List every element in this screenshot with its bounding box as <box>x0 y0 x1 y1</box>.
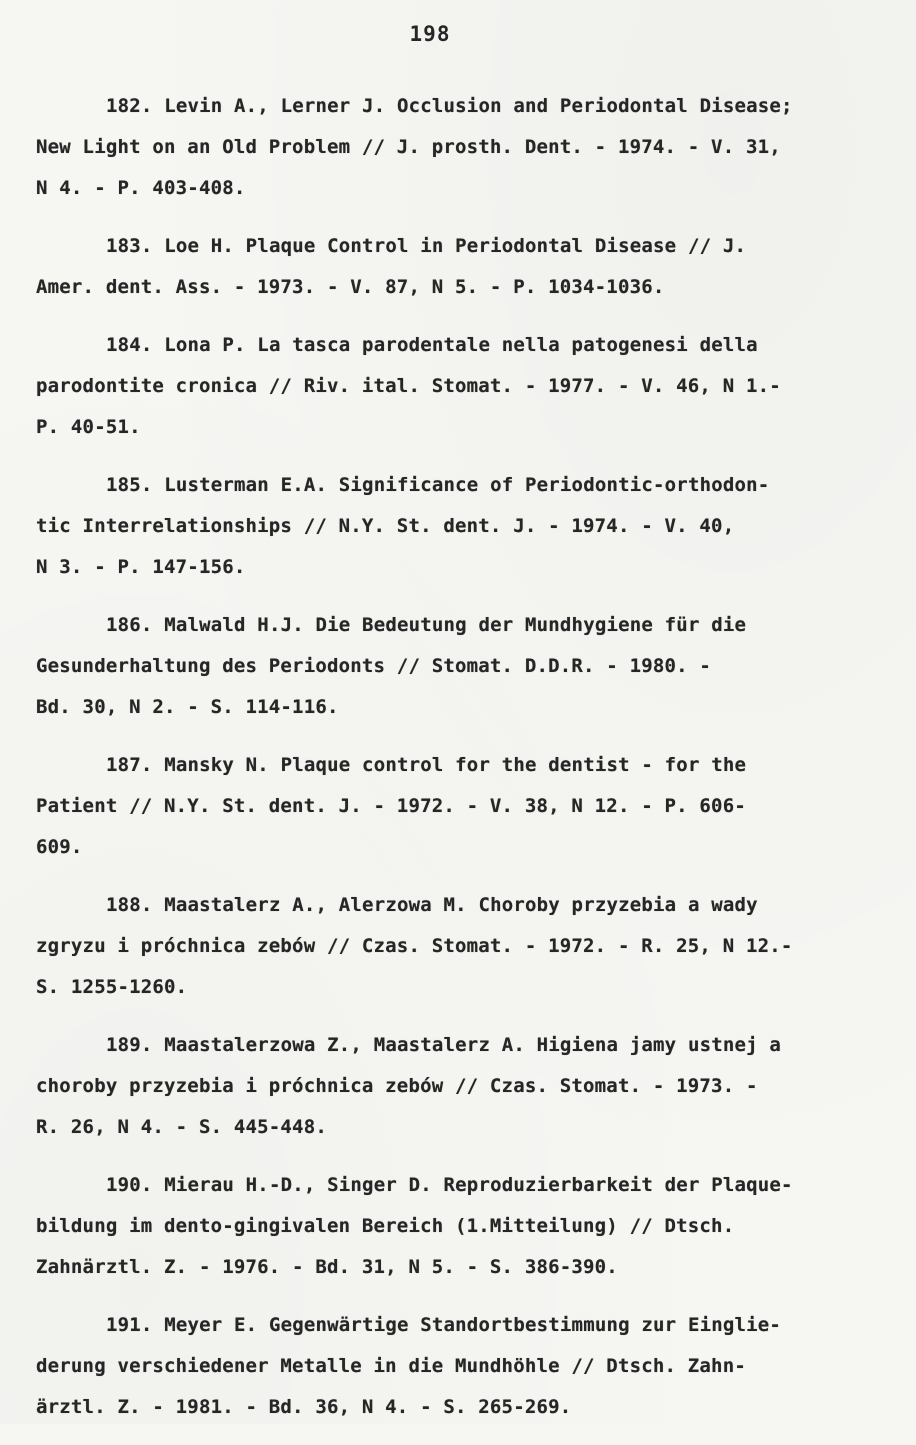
entry-line: Zahnärztl. Z. - 1976. - Bd. 31, N 5. - S. 386-390. <box>36 1256 618 1278</box>
entry-line: N 4. - P. 403-408. <box>36 177 246 199</box>
entry-line: 185. Lusterman E.A. Significance of Periodontic-orthodon- <box>106 474 770 496</box>
entry-line: Gesunderhaltung des Periodonts // Stomat. D.D.R. - 1980. - <box>36 655 712 677</box>
entry-line: 609. <box>36 836 83 858</box>
entry-line: 186. Malwald H.J. Die Bedeutung der Mundhygiene für die <box>106 614 747 636</box>
entry-line: Patient // N.Y. St. dent. J. - 1972. - V. 38, N 12. - P. 606- <box>36 795 746 817</box>
entry-line: 190. Mierau H.-D., Singer D. Reproduzierbarkeit der Plaque- <box>106 1174 793 1196</box>
bibliography-entry-186 <box>36 605 884 728</box>
page-number: 198 <box>409 22 451 46</box>
entry-line: ärztl. Z. - 1981. - Bd. 36, N 4. - S. 265-269. <box>36 1396 572 1418</box>
bibliography-entry-190 <box>36 1165 884 1288</box>
entry-line: 182. Levin A., Lerner J. Occlusion and Periodontal Disease; <box>106 95 793 117</box>
entry-line: Bd. 30, N 2. - S. 114-116. <box>36 696 339 718</box>
bibliography-entry-185 <box>36 465 884 588</box>
bibliography-entry-191 <box>36 1305 884 1428</box>
bibliography-entry-187 <box>36 745 884 868</box>
entry-line: choroby przyzebia i próchnica zebów // Czas. Stomat. - 1973. - <box>36 1075 758 1097</box>
entry-line: parodontite cronica // Riv. ital. Stomat. - 1977. - V. 46, N 1.- <box>36 375 781 397</box>
entry-line: derung verschiedener Metalle in die Mundhöhle // Dtsch. Zahn- <box>36 1355 746 1377</box>
bibliography-entry-184 <box>36 325 884 448</box>
entry-line: Amer. dent. Ass. - 1973. - V. 87, N 5. - P. 1034-1036. <box>36 276 665 298</box>
entry-line: 184. Lona P. La tasca parodentale nella patogenesi della <box>106 334 758 356</box>
entry-line: 188. Maastalerz A., Alerzowa M. Choroby przyzebia a wady <box>106 894 758 916</box>
entry-line: tic Interrelationships // N.Y. St. dent. J. - 1974. - V. 40, <box>36 515 735 537</box>
bibliography-list <box>36 86 884 1445</box>
entry-line: bildung im dento-gingivalen Bereich (1.Mitteilung) // Dtsch. <box>36 1215 735 1237</box>
entry-line: 183. Loe H. Plaque Control in Periodontal Disease // J. <box>106 235 747 257</box>
entry-line: 191. Meyer E. Gegenwärtige Standortbestimmung zur Eingliе- <box>106 1314 782 1336</box>
entry-line: 187. Mansky N. Plaque control for the dentist - for the <box>106 754 747 776</box>
bibliography-entry-182 <box>36 86 884 209</box>
entry-line: N 3. - P. 147-156. <box>36 556 246 578</box>
entry-line: S. 1255-1260. <box>36 976 188 998</box>
bibliography-entry-183 <box>36 226 884 308</box>
bibliography-entry-189 <box>36 1025 884 1148</box>
entry-line: P. 40-51. <box>36 416 141 438</box>
entry-line: zgryzu i próchnica zebów // Czas. Stomat. - 1972. - R. 25, N 12.- <box>36 935 793 957</box>
entry-line: New Light on an Old Problem // J. prosth. Dent. - 1974. - V. 31, <box>36 136 781 158</box>
entry-line: 189. Maastalerzowa Z., Maastalerz A. Higiena jamy ustnej a <box>106 1034 782 1056</box>
entry-line: R. 26, N 4. - S. 445-448. <box>36 1116 327 1138</box>
bibliography-entry-188 <box>36 885 884 1008</box>
